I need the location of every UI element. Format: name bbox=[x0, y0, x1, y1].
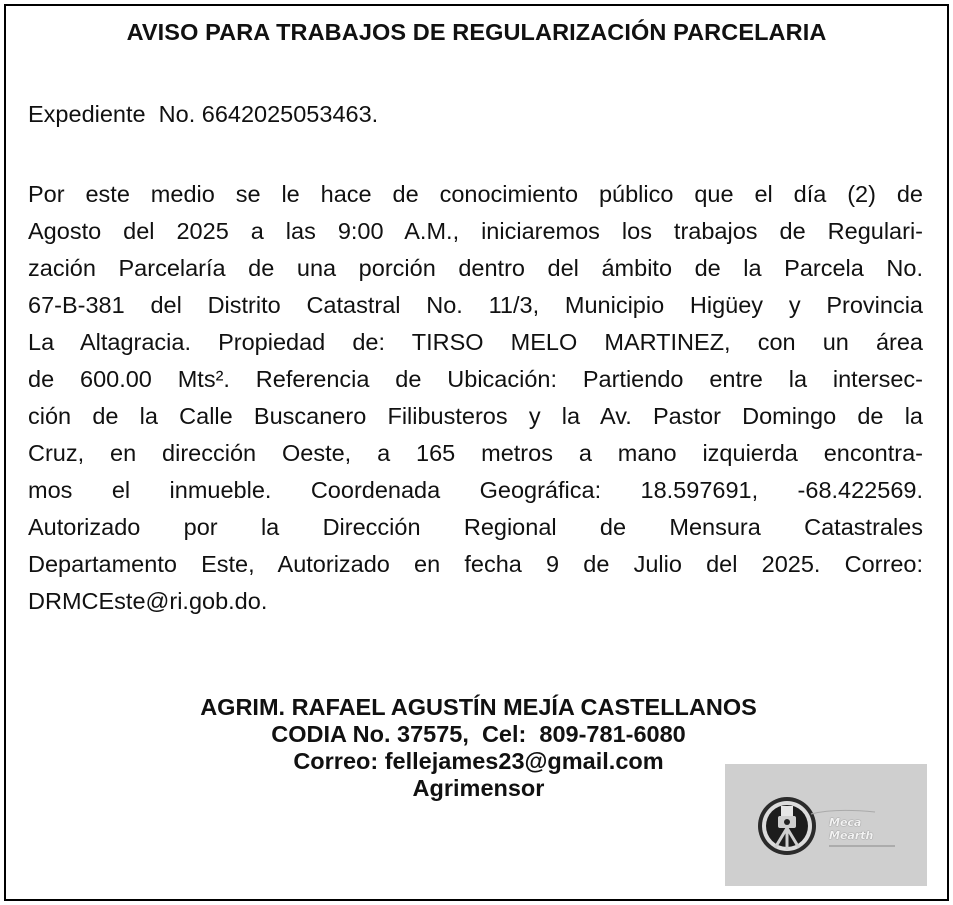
body-line: de 600.00 Mts². Referencia de Ubicación: Partiendo entre la intersec- bbox=[28, 366, 923, 392]
surveyor-role: Agrimensor bbox=[412, 775, 545, 801]
logo-text-line2: Mearth bbox=[829, 829, 874, 842]
body-line: Autorizado por la Dirección Regional de Mensura Catastrales bbox=[28, 514, 923, 540]
body-line: mos el inmueble. Coordenada Geográfica: 18.597691, -68.422569. bbox=[28, 477, 923, 503]
body-line: zación Parcelaría de una porción dentro del ámbito de la Parcela No. bbox=[28, 255, 923, 281]
body-line: ción de la Calle Buscanero Filibusteros y la Av. Pastor Domingo de la bbox=[28, 403, 923, 429]
logo-text-line1: Meca bbox=[829, 816, 862, 829]
notice-title: AVISO PARA TRABAJOS DE REGULARIZACIÓN PARCELARIA bbox=[126, 19, 827, 45]
codia-and-phone: CODIA No. 37575, Cel: 809-781-6080 bbox=[271, 721, 686, 747]
expediente-number: Expediente No. 6642025053463. bbox=[28, 101, 379, 127]
notice-frame bbox=[4, 4, 949, 901]
body-line: Por este medio se le hace de conocimiento público que el día (2) de bbox=[28, 181, 923, 207]
body-line: 67-B-381 del Distrito Catastral No. 11/3, Municipio Higüey y Provincia bbox=[28, 292, 923, 318]
body-line: La Altagracia. Propiedad de: TIRSO MELO MARTINEZ, con un área bbox=[28, 329, 923, 355]
company-logo bbox=[725, 764, 927, 886]
body-line: Agosto del 2025 a las 9:00 A.M., iniciaremos los trabajos de Regulari- bbox=[28, 218, 923, 244]
notice-body bbox=[28, 176, 923, 620]
body-line-email: DRMCEste@ri.gob.do. bbox=[28, 588, 268, 614]
surveyor-name: AGRIM. RAFAEL AGUSTÍN MEJÍA CASTELLANOS bbox=[200, 694, 757, 720]
body-line: Cruz, en dirección Oeste, a 165 metros a mano izquierda encontra- bbox=[28, 440, 923, 466]
surveyor-email: Correo: fellejames23@gmail.com bbox=[293, 748, 664, 774]
body-line: Departamento Este, Autorizado en fecha 9 de Julio del 2025. Correo: bbox=[28, 551, 923, 577]
surveyor-theodolite-icon bbox=[725, 764, 927, 886]
